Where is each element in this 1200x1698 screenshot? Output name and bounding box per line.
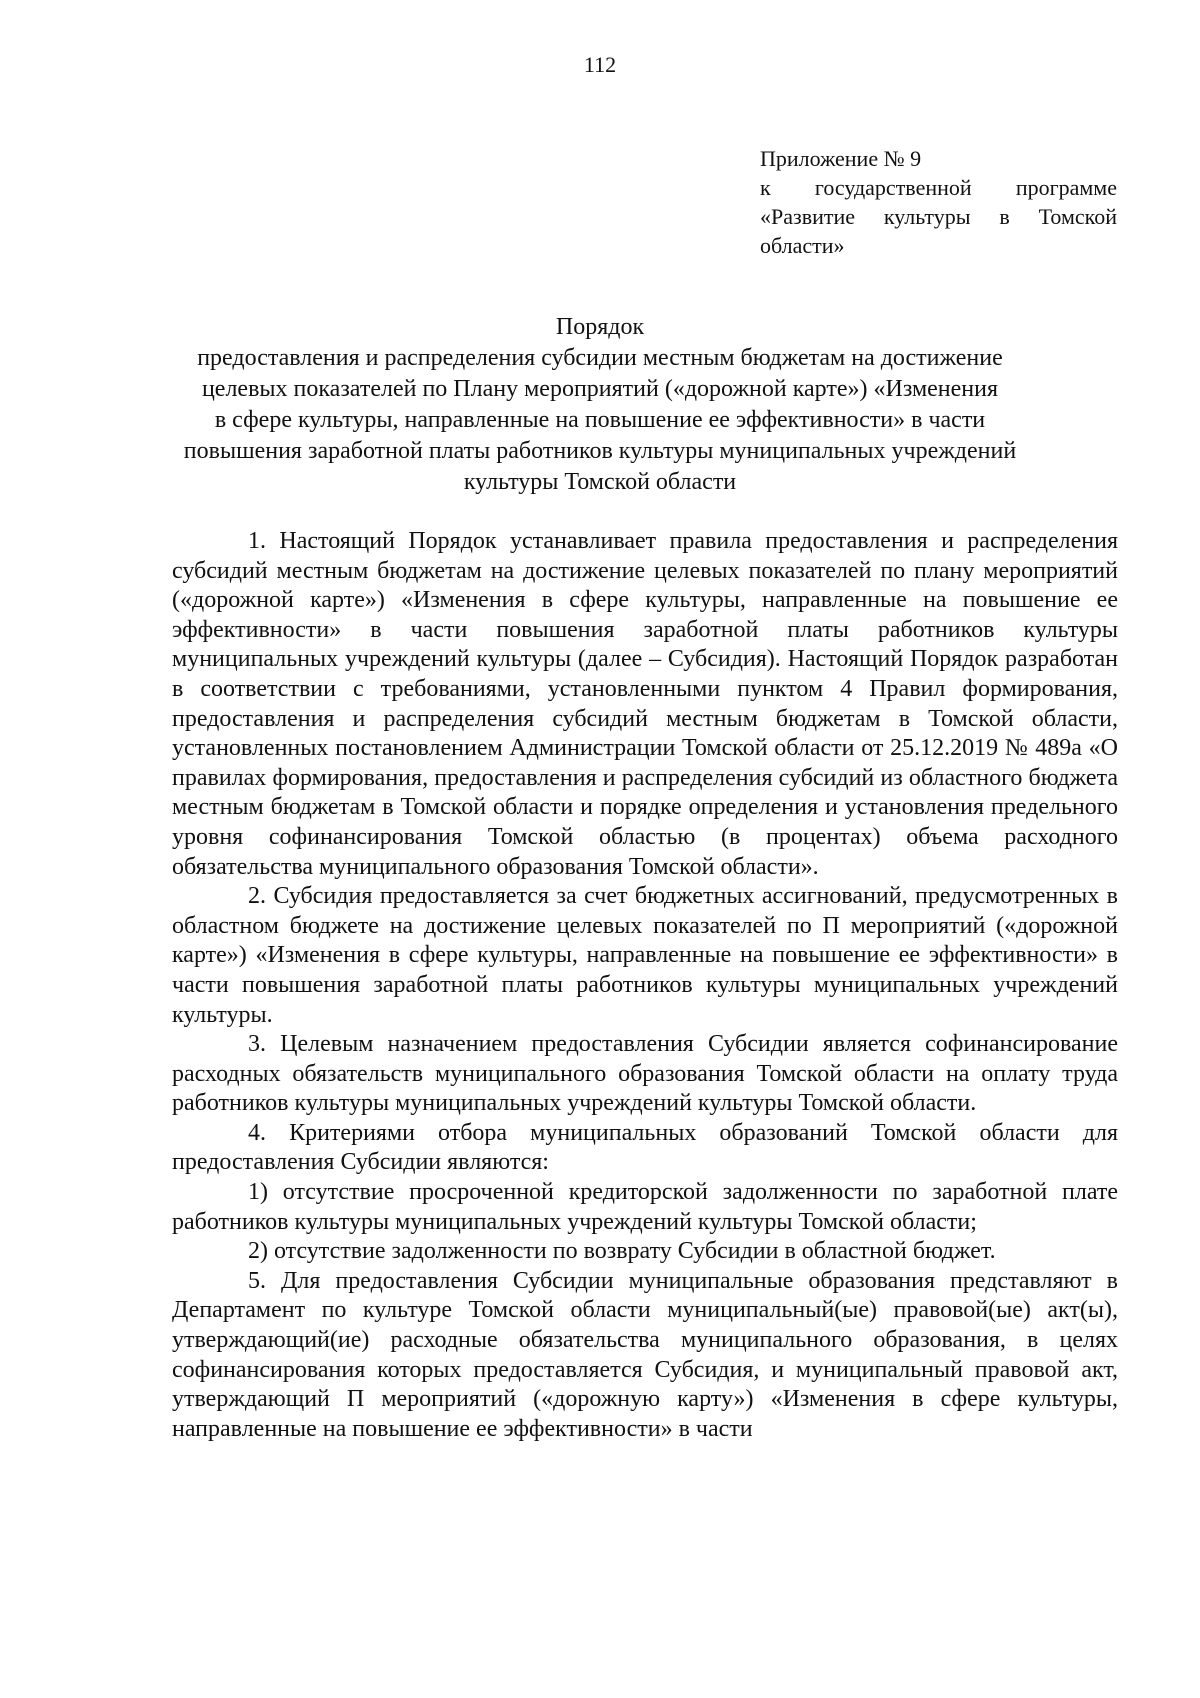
page-number: 112 [583,52,617,77]
title-heading: Порядок [555,314,645,340]
paragraph-4-item-1: 1) отсутствие просроченной кредиторской задолженности по заработной плате работников культуры муниципальных учреждений культуры Томской области; [172,1179,1118,1235]
appendix-line-4: области» [760,233,845,258]
title-line-3: в сфере культуры, направленные на повышение ее эффективности» в части [214,407,986,433]
appendix-line-1: Приложение № 9 [760,146,922,171]
document-body [172,527,1118,1444]
title-line-5: культуры Томской области [463,469,737,495]
paragraph-1: 1. Настоящий Порядок устанавливает правила предоставления и распределения субсидий местным бюджетам на достижение целевых показателей по плану мероприятий («дорожной карте») «Изменения в сфере культуры, направленные на повышение ее эффективности» в части повышения заработной платы работников культуры муниципальных учреждений культуры (далее – Субсидия). Настоящий Порядок разработан в соответствии с требованиями, установленными пунктом 4 Правил формирования, предоставления и распределения субсидий местным бюджетам в Томской области, установленных постановлением Администрации Томской области от 25.12.2019 № 489а «О правилах формирования, предоставления и распределения субсидий из областного бюджета местным бюджетам в Томской области и порядке определения и установления предельного уровня софинансирования Томской областью (в процентах) объема расходного обязательства муниципального образования Томской области». [172,528,1118,880]
appendix-block [760,144,1117,260]
paragraph-4: 4. Критериями отбора муниципальных образований Томской области для предоставления Субсидии являются: [172,1119,1118,1176]
title-line-2: целевых показателей по Плану мероприятий («дорожной карте») «Изменения [201,376,999,402]
title-line-1: предоставления и распределения субсидии местным бюджетам на достижение [197,345,1003,371]
paragraph-5: 5. Для предоставления Субсидии муниципальные образования представляют в Департамент по культуре Томской области муниципальный(ые) правовой(ые) акт(ы), утверждающий(ие) расходные обязательства муниципального образования, в целях софинансирования которых предоставляется Субсидия, и муниципальный правовой акт, утверждающий П мероприятий («дорожную карту») «Изменения в сфере культуры, направленные на повышение ее эффективности» в части [172,1267,1118,1442]
appendix-line-2: к государственной программе [760,175,1117,200]
paragraph-3: 3. Целевым назначением предоставления Субсидии является софинансирование расходных обязательств муниципального образования Томской области на оплату труда работников культуры муниципальных учреждений культуры Томской области. [172,1031,1118,1117]
appendix-line-3: «Развитие культуры в Томской [760,204,1117,229]
paragraph-2: 2. Субсидия предоставляется за счет бюджетных ассигнований, предусмотренных в областном бюджете на достижение целевых показателей по П мероприятий («дорожной карте») «Изменения в сфере культуры, направленные на повышение ее эффективности» в части повышения заработной платы работников культуры муниципальных учреждений культуры. [172,883,1118,1028]
paragraph-4-item-2: 2) отсутствие задолженности по возврату Субсидии в областной бюджет. [248,1238,996,1265]
title-line-4: повышения заработной платы работников культуры муниципальных учреждений [183,438,1017,464]
document-title [150,312,1050,498]
